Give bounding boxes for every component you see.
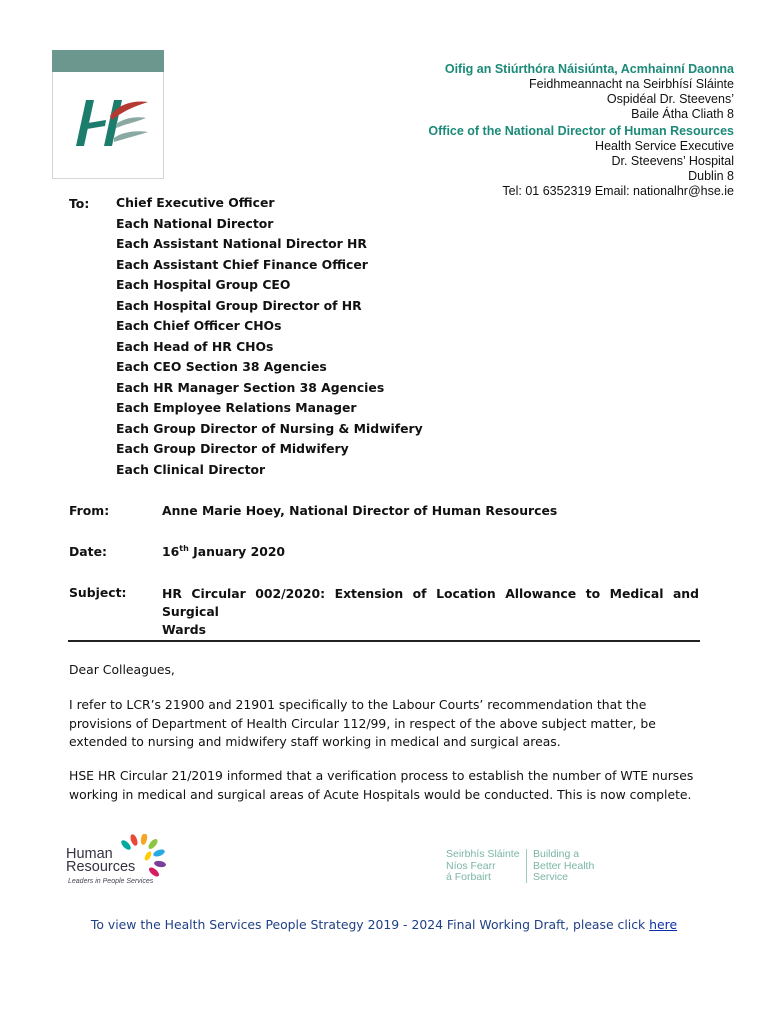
from-label: From: — [69, 503, 110, 518]
subject-line: HR Circular 002/2020: Extension of Location Allowance to Medical and Surgical — [162, 586, 699, 619]
date-day: 16 — [162, 544, 180, 560]
recipient-item: Each Hospital Group Director of HR — [116, 297, 362, 313]
irish-address-line: Baile Átha Cliath 8 — [631, 107, 734, 121]
slogan-divider — [526, 849, 527, 883]
hr-logo-line: Human — [66, 846, 113, 862]
date-rest: January 2020 — [188, 544, 286, 560]
irish-address-line: Feidhmeannacht na Seirbhísí Sláinte — [529, 77, 734, 91]
date-suffix: th — [179, 544, 189, 553]
irish-address — [445, 62, 734, 122]
hr-logo-text — [66, 848, 135, 874]
irish-address-line: Ospidéal Dr. Steevens’ — [606, 92, 734, 106]
irish-office-title: Oifig an Stiúrthóra Náisiúnta, Acmhainní Daonna — [444, 62, 734, 76]
slogan-line: Seirbhís Sláinte — [446, 848, 520, 860]
subject-line: Wards — [162, 622, 206, 637]
recipient-item: Each National Director — [116, 215, 274, 231]
hse-logo-mark — [66, 94, 152, 154]
slogan-irish — [446, 849, 520, 884]
hr-logo-line: Resources — [66, 859, 136, 875]
here-link[interactable]: here — [649, 917, 678, 932]
slogan-line: Building a — [533, 848, 580, 860]
recipient-item: Each HR Manager Section 38 Agencies — [116, 379, 385, 395]
divider-rule — [68, 640, 700, 642]
subject-label: Subject: — [69, 585, 127, 600]
recipient-item: Each CEO Section 38 Agencies — [116, 359, 327, 374]
salutation: Dear Colleagues, — [69, 662, 175, 677]
slogan-english — [533, 849, 594, 884]
people-strategy-notice — [0, 917, 768, 932]
to-label: To: — [69, 196, 90, 211]
from-value: Anne Marie Hoey, National Director of Human Resources — [162, 503, 558, 518]
hr-logo-tagline: Leaders in People Services — [68, 878, 154, 885]
logo-bar — [52, 50, 164, 72]
recipient-list — [116, 196, 423, 483]
english-address — [428, 124, 734, 199]
recipient-item: Each Assistant Chief Finance Officer — [116, 256, 368, 272]
paragraph: I refer to LCR’s 21900 and 21901 specifically to the Labour Courts’ recommendation that the provisions of Department of Health Circular 112/99, in respect of the above subject matter, be extended to nursing and midwifery staff working in medical and surgical areas. — [69, 697, 656, 749]
english-address-line: Health Service Executive — [595, 139, 734, 153]
slogan-line: Better Health — [533, 859, 595, 872]
recipient-item: Each Head of HR CHOs — [116, 338, 274, 354]
recipient-item: Each Hospital Group CEO — [116, 277, 291, 292]
english-office-title: Office of the National Director of Human Resources — [428, 124, 734, 138]
hse-logo — [52, 50, 164, 180]
recipient-item: Chief Executive Officer — [116, 195, 275, 210]
english-address-line: Dr. Steevens’ Hospital — [611, 154, 734, 168]
recipient-item: Each Assistant National Director HR — [116, 236, 367, 251]
recipient-item: Each Group Director of Midwifery — [116, 441, 349, 456]
notice-text: To view the Health Services People Strategy 2019 - 2024 Final Working Draft, please click — [90, 917, 650, 932]
recipient-item: Each Group Director of Nursing & Midwifery — [116, 420, 423, 436]
recipient-item: Each Clinical Director — [116, 461, 266, 477]
date-value — [162, 544, 285, 559]
slogan-line: Service — [533, 871, 569, 883]
date-label: Date: — [69, 544, 107, 559]
slogan-line: Níos Fearr — [446, 859, 496, 872]
english-address-line: Dublin 8 — [688, 169, 734, 183]
contact-line: Tel: 01 6352319 Email: nationalhr@hse.ie — [502, 184, 734, 198]
human-resources-logo — [66, 834, 176, 892]
slogan-line: á Forbairt — [446, 871, 491, 883]
subject-value — [162, 585, 699, 639]
recipient-item: Each Employee Relations Manager — [116, 400, 357, 415]
recipient-item: Each Chief Officer CHOs — [116, 318, 282, 333]
paragraph: HSE HR Circular 21/2019 informed that a verification process to establish the number of WTE nurses working in medical and surgical areas of Acute Hospitals would be conducted. This is now complete. — [69, 768, 694, 802]
